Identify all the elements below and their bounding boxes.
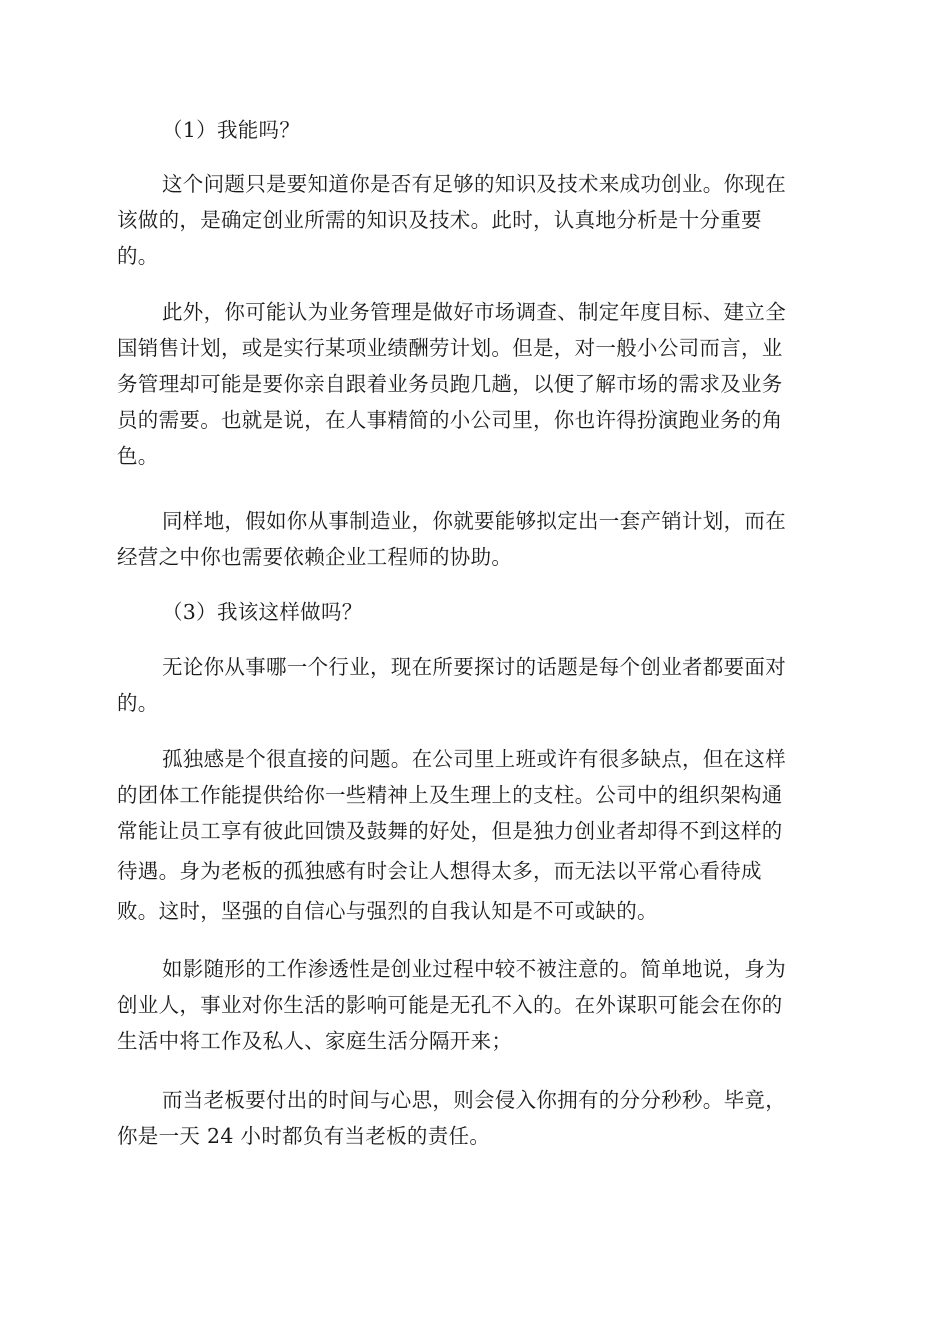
paragraph-3-line-1: 同样地，假如你从事制造业，你就要能够拟定出一套产销计划，而在 bbox=[162, 509, 786, 533]
paragraph-1-line-1: 这个问题只是要知道你是否有足够的知识及技术来成功创业。你现在 bbox=[162, 172, 786, 196]
paragraph-7-line-2: 你是一天 24 小时都负有当老板的责任。 bbox=[117, 1124, 491, 1148]
paragraph-5-line-2: 的团体工作能提供给你一些精神上及生理上的支柱。公司中的组织架构通 bbox=[117, 783, 783, 807]
paragraph-2-line-3: 务管理却可能是要你亲自跟着业务员跑几趟，以便了解市场的需求及业务 bbox=[117, 372, 783, 396]
paragraph-1-line-2: 该做的，是确定创业所需的知识及技术。此时，认真地分析是十分重要 bbox=[117, 208, 762, 232]
paragraph-6-line-1: 如影随形的工作渗透性是创业过程中较不被注意的。简单地说，身为 bbox=[162, 957, 786, 981]
paragraph-5-line-4: 待遇。身为老板的孤独感有时会让人想得太多，而无法以平常心看待成 bbox=[117, 859, 762, 883]
paragraph-4-line-2: 的。 bbox=[117, 691, 159, 715]
paragraph-2-line-4: 员的需要。也就是说，在人事精简的小公司里，你也许得扮演跑业务的角 bbox=[117, 408, 783, 432]
paragraph-5-line-3: 常能让员工享有彼此回馈及鼓舞的好处，但是独力创业者却得不到这样的 bbox=[117, 819, 783, 843]
paragraph-5-line-1: 孤独感是个很直接的问题。在公司里上班或许有很多缺点，但在这样 bbox=[162, 747, 786, 771]
paragraph-7-line-1: 而当老板要付出的时间与心思，则会侵入你拥有的分分秒秒。毕竟， bbox=[162, 1088, 786, 1112]
paragraph-2-line-2: 国销售计划，或是实行某项业绩酬劳计划。但是，对一般小公司而言，业 bbox=[117, 336, 783, 360]
paragraph-5-line-5: 败。这时，坚强的自信心与强烈的自我认知是不可或缺的。 bbox=[117, 899, 658, 923]
section-heading-1: （1）我能吗？ bbox=[162, 118, 301, 142]
paragraph-2-line-5: 色。 bbox=[117, 444, 159, 468]
paragraph-6-line-3: 生活中将工作及私人、家庭生活分隔开来； bbox=[117, 1029, 513, 1053]
paragraph-4-line-1: 无论你从事哪一个行业，现在所要探讨的话题是每个创业者都要面对 bbox=[162, 655, 786, 679]
paragraph-3-line-2: 经营之中你也需要依赖企业工程师的协助。 bbox=[117, 545, 513, 569]
paragraph-2-line-1: 此外，你可能认为业务管理是做好市场调查、制定年度目标、建立全 bbox=[162, 300, 786, 324]
paragraph-6-line-2: 创业人，事业对你生活的影响可能是无孔不入的。在外谋职可能会在你的 bbox=[117, 993, 783, 1017]
paragraph-1-line-3: 的。 bbox=[117, 244, 159, 268]
section-heading-3: （3）我该这样做吗？ bbox=[162, 600, 363, 624]
